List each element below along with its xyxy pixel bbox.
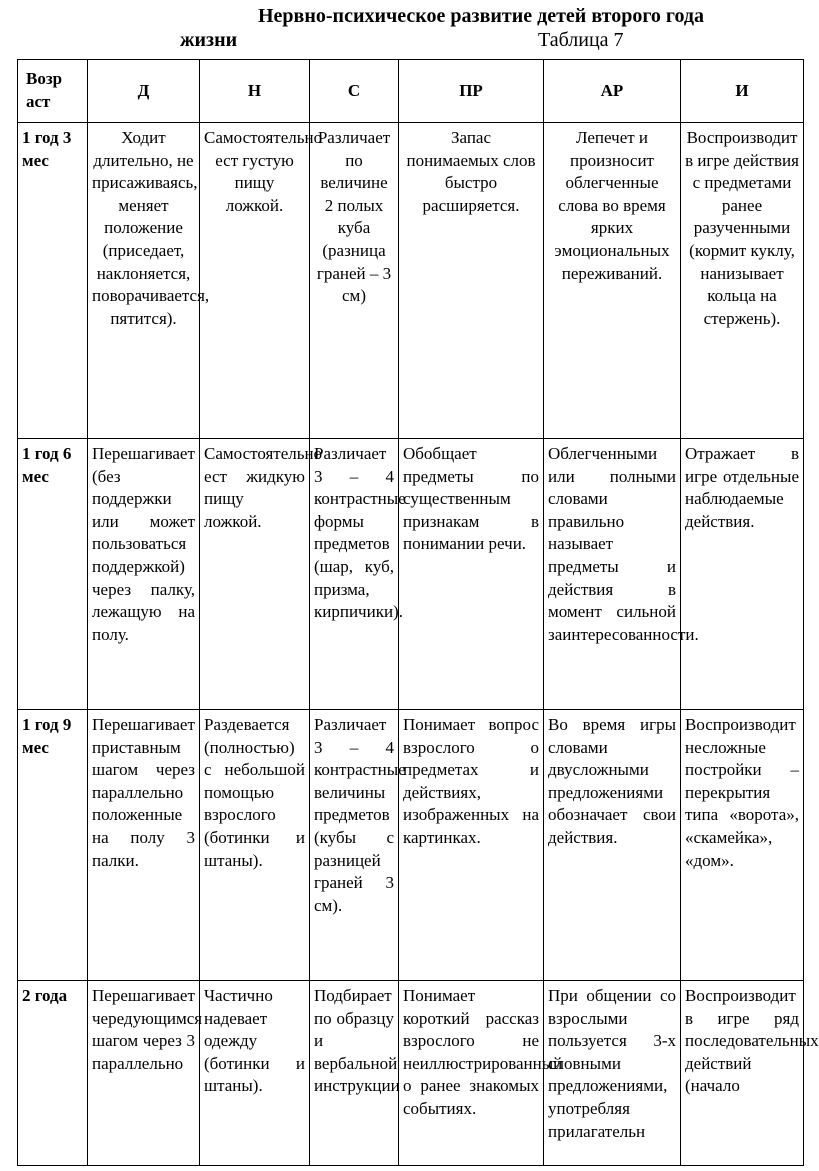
cell-n: Самостоятельно ест густую пищу ложкой. [200, 123, 310, 439]
cell-i: Воспроизводит несложные постройки – перекрытия типа «ворота», «скамейка», «дом». [681, 710, 804, 981]
header-pr: ПР [399, 60, 544, 123]
header-i: И [681, 60, 804, 123]
cell-pr: Запас понимаемых слов быстро расширяется. [399, 123, 544, 439]
cell-n: Самостоятельно ест жидкую пищу ложкой. [200, 439, 310, 710]
cell-s: Различает по величине 2 полых куба (разница граней – 3 см) [310, 123, 399, 439]
cell-age: 1 год 9 мес [18, 710, 88, 981]
document-title-line2 [180, 28, 660, 52]
table-row [18, 439, 804, 710]
cell-s: Различает 3 – 4 контрастные величины предметов (кубы с разницей граней 3 см). [310, 710, 399, 981]
cell-ar: Во время игры словами двусложными предложениями обозначает свои действия. [544, 710, 681, 981]
cell-pr: Понимает вопрос взрослого о предметах и действиях, изображенных на картинках. [399, 710, 544, 981]
cell-d: Перешагивает приставным шагом через параллельно положенные на полу 3 палки. [88, 710, 200, 981]
cell-ar: При общении со взрослыми пользуется 3-х словными предложениями, употребляя прилагательн [544, 981, 681, 1166]
cell-n: Раздевается (полностью) с небольшой помощью взрослого (ботинки и штаны). [200, 710, 310, 981]
cell-i: Отражает в игре отдельные наблюдаемые действия. [681, 439, 804, 710]
header-age: Возр аст [18, 60, 88, 123]
cell-s: Подбирает по образцу и вербальной инструкции [310, 981, 399, 1166]
cell-age: 2 года [18, 981, 88, 1166]
cell-d: Перешагивает (без поддержки или может пользоваться поддержкой) через палку, лежащую на полу. [88, 439, 200, 710]
header-s: С [310, 60, 399, 123]
cell-ar: Лепечет и произносит облегченные слова во время ярких эмоциональных переживаний. [544, 123, 681, 439]
header-ar: АР [544, 60, 681, 123]
cell-pr: Обобщает предметы по существенным признакам в понимании речи. [399, 439, 544, 710]
title-word: жизни [180, 29, 238, 51]
table-row [18, 123, 804, 439]
cell-age: 1 год 3 мес [18, 123, 88, 439]
cell-ar: Облегченными или полными словами правильно называет предметы и действия в момент сильной заинтересованности. [544, 439, 681, 710]
header-n: Н [200, 60, 310, 123]
table-row [18, 981, 804, 1166]
table-label: Таблица 7 [538, 29, 624, 51]
development-table [17, 59, 819, 1166]
cell-age: 1 год 6 мес [18, 439, 88, 710]
cell-s: Различает 3 – 4 контрастные формы предметов (шар, куб, призма, кирпичики). [310, 439, 399, 710]
header-row [18, 60, 804, 123]
cell-i: Воспроизводит в игре действия с предметами ранее разученными (кормит куклу, нанизывает кольца на стержень). [681, 123, 804, 439]
cell-i: Воспроизводит в игре ряд последовательных действий (начало [681, 981, 804, 1166]
header-d: Д [88, 60, 200, 123]
table-row [18, 710, 804, 981]
cell-d: Ходит длительно, не присаживаясь, меняет положение (приседает, наклоняется, поворачивается, пятится). [88, 123, 200, 439]
document-title: Нервно-психическое развитие детей второго года [258, 5, 705, 27]
cell-n: Частично надевает одежду (ботинки и штаны). [200, 981, 310, 1166]
cell-d: Перешагивает чередующимся шагом через 3 параллельно [88, 981, 200, 1166]
cell-pr: Понимает короткий рассказ взрослого не неиллюстрированный о ранее знакомых событиях. [399, 981, 544, 1166]
